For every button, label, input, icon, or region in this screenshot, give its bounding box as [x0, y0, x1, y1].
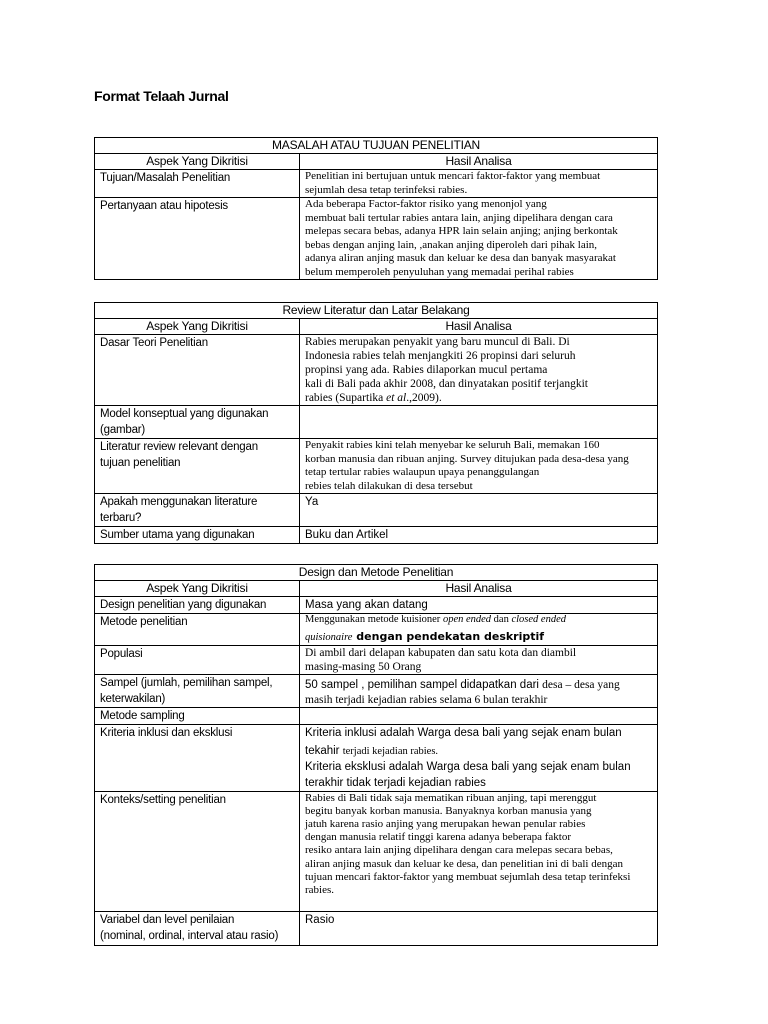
- aspek-cell: Variabel dan level penilaian (nominal, ordinal, interval atau rasio): [95, 911, 300, 945]
- aspek-cell: Metode sampling: [95, 707, 300, 724]
- aspek-cell: Model konseptual yang digunakan (gambar): [95, 406, 300, 439]
- hasil-cell: Rabies di Bali tidak saja mematikan ribuan anjing, tapi merenggut begitu banyak korban manusia. Banyaknya korban manusia yang jatuh karena rasio anjing yang merupakan hewan penular rabies dengan manusia relatif tinggi karena adanya beberapa faktor resiko antara lain anjing dipelihara dengan cara melepas secara bebas, aliran anjing masuk dan keluar ke desa, dan penelitian ini di bali dengan tujuan mencari faktor-faktor yang membuat sejumlah desa tetap terinfeksi rabies.: [300, 791, 658, 911]
- hasil-cell: 50 sampel , pemilihan sampel didapatkan dari desa – desa yang masih terjadi kejadian rabies selama 6 bulan terakhir: [300, 674, 658, 707]
- table-title: Review Literatur dan Latar Belakang: [95, 303, 658, 319]
- hasil-cell: [300, 707, 658, 724]
- table-row: [95, 494, 658, 527]
- table-review-literatur: [94, 302, 658, 544]
- aspek-cell: Pertanyaan atau hipotesis: [95, 198, 300, 280]
- aspek-cell: Populasi: [95, 645, 300, 674]
- table-row: [95, 170, 658, 198]
- hasil-cell: Penyakit rabies kini telah menyebar ke seluruh Bali, memakan 160 korban manusia dan ribuan anjing. Survey ditujukan pada desa-desa yang tetap tertular rabies walaupun upaya penanggulangan rebies telah dilakukan di desa tersebut: [300, 439, 658, 494]
- aspek-cell: Metode penelitian: [95, 614, 300, 646]
- hasil-cell: Masa yang akan datang: [300, 597, 658, 614]
- hasil-cell: Ada beberapa Factor-faktor risiko yang menonjol yang membuat bali tertular rabies antara lain, anjing dipelihara dengan cara melepas secara bebas, adanya HPR lain selain anjing; anjing berkontak bebas dengan anjing lain, ,anakan anjing diperoleh dari pihak lain, adanya aliran anjing masuk dan keluar ke desa dan banyak masyarakat belum memperoleh penyuluhan yang memadai perihal rabies: [300, 198, 658, 280]
- hasil-cell: Menggunakan metode kuisioner open ended dan closed ended quisionaire dengan pendekatan deskriptif: [300, 614, 658, 646]
- column-header-aspek: Aspek Yang Dikritisi: [95, 581, 300, 597]
- table-row: [95, 674, 658, 707]
- hasil-cell: Buku dan Artikel: [300, 527, 658, 544]
- table-masalah-tujuan: [94, 137, 658, 280]
- hasil-cell: Ya: [300, 494, 658, 527]
- table-row: [95, 198, 658, 280]
- aspek-cell: Sampel (jumlah, pemilihan sampel, keterwakilan): [95, 674, 300, 707]
- table-row: [95, 791, 658, 911]
- hasil-cell: Kriteria inklusi adalah Warga desa bali yang sejak enam bulan tekahir terjadi kejadian rabies. Kriteria eksklusi adalah Warga desa bali yang sejak enam bulan terakhir tidak terjadi kejadian rabies: [300, 724, 658, 791]
- aspek-cell: Apakah menggunakan literature terbaru?: [95, 494, 300, 527]
- column-header-hasil: Hasil Analisa: [300, 154, 658, 170]
- aspek-cell: Design penelitian yang digunakan: [95, 597, 300, 614]
- column-header-aspek: Aspek Yang Dikritisi: [95, 154, 300, 170]
- column-header-hasil: Hasil Analisa: [300, 581, 658, 597]
- table-row: [95, 645, 658, 674]
- table-row: [95, 911, 658, 945]
- column-header-aspek: Aspek Yang Dikritisi: [95, 319, 300, 335]
- aspek-cell: Literatur review relevant dengan tujuan penelitian: [95, 439, 300, 494]
- hasil-cell: [300, 406, 658, 439]
- column-header-hasil: Hasil Analisa: [300, 319, 658, 335]
- document-title: Format Telaah Jurnal: [94, 88, 229, 104]
- table-row: [95, 439, 658, 494]
- table-row: [95, 406, 658, 439]
- aspek-cell: Kriteria inklusi dan eksklusi: [95, 724, 300, 791]
- table-row: [95, 597, 658, 614]
- table-design-metode: [94, 564, 658, 946]
- table-row: [95, 335, 658, 406]
- aspek-cell: Konteks/setting penelitian: [95, 791, 300, 911]
- aspek-cell: Dasar Teori Penelitian: [95, 335, 300, 406]
- table-title: MASALAH ATAU TUJUAN PENELITIAN: [95, 138, 658, 154]
- aspek-cell: Sumber utama yang digunakan: [95, 527, 300, 544]
- table-row: [95, 707, 658, 724]
- table-row: [95, 614, 658, 646]
- hasil-cell: Rasio: [300, 911, 658, 945]
- table-row: [95, 527, 658, 544]
- table-title: Design dan Metode Penelitian: [95, 565, 658, 581]
- hasil-cell: Di ambil dari delapan kabupaten dan satu kota dan diambil masing-masing 50 Orang: [300, 645, 658, 674]
- table-row: [95, 724, 658, 791]
- hasil-cell: Penelitian ini bertujuan untuk mencari faktor-faktor yang membuat sejumlah desa tetap terinfeksi rabies.: [300, 170, 658, 198]
- hasil-cell: Rabies merupakan penyakit yang baru muncul di Bali. Di Indonesia rabies telah menjangkiti 26 propinsi dari seluruh propinsi yang ada. Rabies dilaporkan mucul pertama kali di Bali pada akhir 2008, dan dinyatakan positif terjangkit rabies (Supartika et al.,2009).: [300, 335, 658, 406]
- aspek-cell: Tujuan/Masalah Penelitian: [95, 170, 300, 198]
